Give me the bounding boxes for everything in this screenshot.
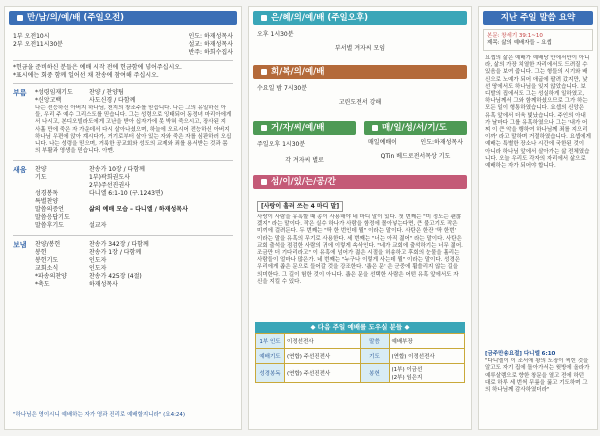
section-se: 새움 찬양 찬송가 10장 / 다함께 기도 1부)곽희권도사 2부)주선진권사 성경봉독 다니엘 6:1-10 (구.1243면) 특별찬양 말씀의증언 삶의 예배 모습 – 다니엘 / 하재성목사 말씀응답기도 말씀후기도 설교자 bbox=[13, 166, 188, 229]
square-bullet-icon bbox=[261, 125, 267, 131]
rest-space-header: 섬/이/있/는/공/간 bbox=[253, 175, 467, 189]
service-row: 반주: 하희수집사 bbox=[188, 49, 233, 56]
service-row: 2부 오전11시30분 설교: 하재성목사 bbox=[13, 41, 233, 48]
sermon-info-box: 본문: 창세기 39:1~10 제목: 삶의 예배자들 – 요셉 bbox=[483, 29, 593, 51]
daily-prayer-header: 매/일/성/서/기/도 bbox=[364, 121, 467, 135]
morning-service-header: 만/남/의/예/배 (주일오전) bbox=[9, 11, 237, 25]
section-bu: 부름 *성령임재기도 찬양 / 찬양팀 *신앙고백 사도신경 / 다함께 나는 전능하신 아버지 하나님, 천지의 창조주를 믿습니다. 나는 그의 유일하신 아들, 우리 주 예수 그리스도를 믿습니다. 그는 성령으로 잉태되어 동정녀 마리아에게서 나시고, 본디오빌라도에게 고난을 받아 십자가에 못 박혀 죽으시고, 장사된 지 사흘 만에 죽은 자 가운데서 다시 살아나셨으며, 하늘에 오르시어 전능하신 아버지 하나님 우편에 앉아 계시다가, 거기로부터 살아 있는 자와 죽은 자를 심판하러 오십니다. 나는 성령을 믿으며, 거룩한 공교회와 성도의 교제와 죄를 용서받는 것과 몸의 부활과 영생을 믿습니다. 아멘. bbox=[13, 89, 232, 155]
square-bullet-icon bbox=[261, 69, 267, 75]
memory-verse-title: [금주만송요절] 다니엘 6:10 bbox=[485, 351, 556, 357]
sermon-summary-header: 지난 주일 말씀 요약 bbox=[483, 11, 593, 25]
divider bbox=[13, 235, 233, 236]
service-notes: *헌금을 준비하신 분들은 예배 시작 전에 헌금함에 넣어주십시오. *표시에는 회중 함께 일어선 채 찬송에 참여해 주십시오. bbox=[13, 64, 182, 79]
section-bo: 보냄 찬양/봉헌 찬송가 342장 / 다함께 봉헌 찬송가 1장 / 다함께 봉헌기도 인도자 교회소식 인도자 *파송의찬양 찬송가 425장 (4절) *축도 하재성목사 bbox=[13, 241, 149, 288]
service-row: 1부 오전10시 인도: 하재성목사 bbox=[13, 33, 233, 40]
mustard-seed-header: 거/자/씨/예/배 bbox=[253, 121, 356, 135]
article-body: 사랑이 사람을 유혹할 때 종이 사용해야 네 마디 말이 있다. 첫 번째는 "미 정도는 괜찮겠지" 라는 말이다. 작은 실수 하나가 사람을 함정에 몰아넣는다면, 큰 불고기도 작은 미끼에 걸려든다. 두 번째는 "딱 한 번인데 뭘" 이라는 말이다. 사탄은 한잔 '딱 한번' 이라는 말을 유혹의 무기로 사용한다. 세 번째는 "너는 아직 젊어" 라는 말이다. 사탄은 교회 출석을 점검한 사람의 귀에 이렇게 속삭인다. "네가 교회에 출석하기는 너무 젊어. 조금만 더 기다리라고" 이 유혹에 넘어가 젊은 시절을 허송하고 후회의 눈물을 흘리는 사람들이 얼마나 많은가. 네 번째는 "누구나 이렇게 사는데 뭘" 이라는 말이다. 성경은 우리에게 좁은 문으로 들어갈 것을 강조한다. '좁은 문' 은 군중에 휩쓸리지 않는 길을 의미한다. 그 길이 험한 것이 아니다. 좁은 문을 선택한 사람은 어떤 유혹 앞에서도 자신을 지킬 수 있다. bbox=[257, 214, 463, 285]
helpers-table-title: ◆ 다음 주일 예배를 도우실 분들 ◆ bbox=[255, 322, 465, 333]
helpers-table bbox=[255, 333, 465, 383]
square-bullet-icon bbox=[372, 125, 378, 131]
wednesday-service-header: 회/복/의/예/배 bbox=[253, 65, 467, 79]
memory-verse: "다니엘이 이 조서에 왕의 도장이 찍힌 것을 알고도 자기 집에 돌아가서는 윗방에 올라가 예루살렘으로 향한 창문을 열고 전에 하던 대로 하루 세 번씩 무릎을 꿇고 기도하며 그의 하나님께 감사하였더라" bbox=[485, 358, 590, 394]
divider bbox=[13, 160, 233, 161]
afternoon-service-header: 은/혜/의/예/배 (주일오후) bbox=[253, 11, 467, 25]
article-title: [사랑이 흘러 쓰는 4 마디 말] bbox=[257, 201, 343, 212]
sermon-summary-panel bbox=[478, 6, 598, 430]
mustard-seed-block: 거/자/씨/예/배 주일오후 1시30분 각 겨자씨 별로 bbox=[249, 117, 360, 171]
helpers-table-block bbox=[255, 322, 465, 383]
apostles-creed: 나는 전능하신 아버지 하나님, 천지의 창조주를 믿습니다. 나는 그의 유일하신 아들, 우리 주 예수 그리스도를 믿습니다. 그는 성령으로 잉태되어 동정녀 마리아에게서 나시고, 본디오빌라도에게 고난을 받아 십자가에 못 박혀 죽으시고, 장사된 지 사흘 만에 죽은 자 가운데서 다시 살아나셨으며, 하늘에 오르시어 전능하신 아버지 하나님 우편에 앉아 계시다가, 거기로부터 살아 있는 자와 죽은 자를 심판하러 오십니다. 나는 성령을 믿으며, 거룩한 공교회와 성도의 교제와 죄를 용서받는 것과 몸의 부활과 영생을 믿습니다. 아멘. bbox=[35, 105, 232, 155]
divider bbox=[13, 83, 233, 84]
service-times bbox=[5, 33, 241, 57]
square-bullet-icon bbox=[261, 179, 267, 185]
footer-verse: "하나님은 영이시니 예배하는 자가 영과 진리로 예배할지니라" (요4:24) bbox=[13, 412, 186, 418]
afternoon-service-panel: 은/혜/의/예/배 (주일오후) 오후 1시30분 부서별 겨자씨 모임 회/복/의/예/배 수요일 밤 7시30분 고린도전서 강해 거/자/씨/예/배 주일오후 1시30분 각 겨자씨 별로 매/일/성/서/기/도 매일예배이 인도:하재성목사 QTin 베드로전서목상 기도 섬/이/있/는/공/간 [사랑이 흘러 쓰는 4 마디 말] 사랑이 사람을 유혹할 때 종이 사용해야 네 마디 말이 있다. 첫 번째는 "미 정도는 괜찮겠지" 라는 말이다. 작은 실수 하나가 사람을 함정에 몰아넣는다면, 큰 불고기도 작은 미끼에 걸려든다. 두 번째는 "딱 한 번인데 뭘" 이라는 말이다. 사탄은 한잔 '딱 한번' 이라는 말을 유혹의 무기로 사용한다. 세 번째는 "너는 아직 젊어" 라는 말이다. 사탄은 교회 출석을 점검한 사람의 귀에 이렇게 속삭인다. "네가 교회에 출석하기는 너무 젊어. 조금만 더 기다리라고" 이 유혹에 넘어가 젊은 시절을 허송하고 후회의 눈물을 흘리는 사람들이 얼마나 많은가. 네 번째는 "누구나 이렇게 사는데 뭘" 이라는 말이다. 성경은 우리에게 좁은 문으로 들어갈 것을 강조한다. '좁은 문' 은 군중에 휩쓸리지 않는 길을 의미한다. 그 길이 험한 것이 아니다. 좁은 문을 선택한 사람은 어떤 유혹 앞에서도 자신을 지킬 수 있다. ◆ 다음 주일 예배를 도우실 분들 ◆ 1부 인도 이정선전사 말씀 예배부장 예배기도 (연합) 주선진전사 기도 (연합) 이정선전사 성경봉독 (연합) 주선진전사 봉헌 (1부) 이금선 (2부) 임은지 bbox=[248, 6, 472, 430]
table-row: 성경봉독 (연합) 주선진전사 봉헌 (1부) 이금선 (2부) 임은지 bbox=[256, 364, 465, 383]
morning-service-panel bbox=[4, 6, 242, 430]
square-bullet-icon bbox=[261, 15, 267, 21]
table-row: 1부 인도 이정선전사 말씀 예배부장 bbox=[256, 334, 465, 349]
diamond-icon: ◆ bbox=[310, 323, 318, 331]
daily-prayer-block: 매/일/성/서/기/도 매일예배이 인도:하재성목사 QTin 베드로전서목상 기도 bbox=[360, 117, 471, 171]
sermon-summary-body: 요셉의 삶은 예배가 예배당 안에서만이 아니라, 삶의 가장 치열한 자리에서도 드려질 수 있음을 보여 줍니다. 그는 형들의 시기와 배신으로 노예가 되어 애굽에 팔려 갔지만, 낯선 땅에서도 하나님을 잊지 않았습니다. 보디발의 집에서도 그는 성실하게 일하였고, 하나님께서 그와 함께하셨으므로 그가 하는 모든 일이 형통하였습니다. 요셉의 신앙은 유혹 앞에서 더욱 빛났습니다. 주인의 아내가 날마다 그를 유혹하였으나 그는 '내가 어찌 이 큰 악을 행하여 하나님께 죄를 지으리이까' 라고 말하며 거절하였습니다. 요셉에게 예배는 특별한 장소나 시간에 국한된 것이 아니라 하나님 앞에서 살아가는 삶 전체였습니다. 오늘 우리도 각자의 자리에서 삶으로 예배하는 자가 되어야 합니다. bbox=[485, 55, 591, 170]
divider bbox=[13, 60, 233, 61]
table-row: 예배기도 (연합) 주선진전사 기도 (연합) 이정선전사 bbox=[256, 349, 465, 364]
square-bullet-icon bbox=[17, 15, 23, 21]
sermon-title: 삶의 예배 모습 – 다니엘 / 하재성목사 bbox=[89, 206, 188, 213]
